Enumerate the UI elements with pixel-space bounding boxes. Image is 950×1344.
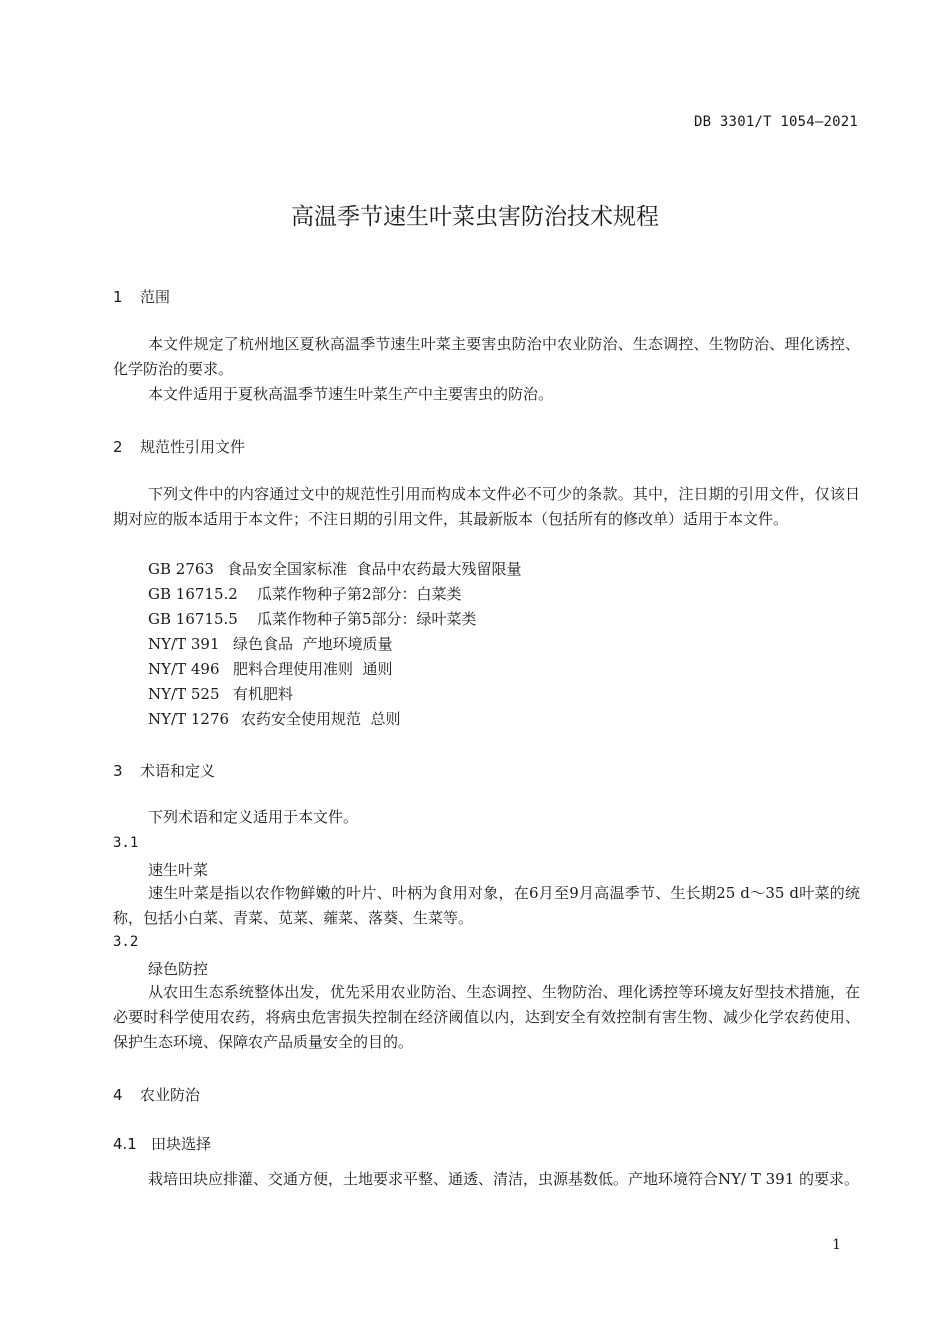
paragraph: 本文件规定了杭州地区夏秋高温季节速生叶菜主要害虫防治中农业防治、生态调控、生物防治、理化诱控、化学防治的要求。 <box>113 335 860 378</box>
section-number: 1 <box>113 288 123 306</box>
reference-code: GB 16715.5 <box>148 610 238 628</box>
section-number: 3 <box>113 762 123 780</box>
reference-code: GB 2763 <box>148 560 214 578</box>
section-title: 范围 <box>140 288 171 306</box>
reference-item <box>148 632 393 657</box>
subsection-heading-4-1 <box>113 1133 211 1154</box>
reference-name: 肥料合理使用准则 通则 <box>233 660 393 678</box>
reference-item <box>148 682 293 707</box>
reference-item <box>148 557 522 582</box>
reference-item <box>148 707 401 732</box>
reference-name: 有机肥料 <box>233 685 294 703</box>
term-name: 速生叶菜 <box>148 861 209 879</box>
section-heading-2 <box>113 436 245 457</box>
page-number: 1 <box>832 1237 841 1253</box>
document-title: 高温季节速生叶菜虫害防治技术规程 <box>291 204 659 230</box>
reference-name: 农药安全使用规范 总则 <box>241 710 401 728</box>
subsection-title: 田块选择 <box>151 1135 212 1153</box>
reference-code: GB 16715.2 <box>148 585 238 603</box>
term-definition: 从农田生态系统整体出发，优先采用农业防治、生态调控、生物防治、理化诱控等环境友好型技术措施，在必要时科学使用农药，将病虫危害损失控制在经济阈值以内，达到安全有效控制有害生物、减少化学农药使用、保护生态环境、保障农产品质量安全的目的。 <box>113 983 860 1051</box>
standard-code: DB 3301/T 1054—2021 <box>694 114 858 130</box>
paragraph: 下列术语和定义适用于本文件。 <box>148 808 359 826</box>
reference-name: 瓜菜作物种子第5部分：绿叶菜类 <box>257 610 477 628</box>
paragraph: 本文件适用于夏秋高温季节速生叶菜生产中主要害虫的防治。 <box>148 385 554 403</box>
subsection-number: 4.1 <box>113 1135 137 1153</box>
section-title: 农业防治 <box>140 1086 201 1104</box>
term-number: 3.1 <box>113 835 139 851</box>
section-number: 4 <box>113 1086 123 1104</box>
paragraph: 下列文件中的内容通过文中的规范性引用而构成本文件必不可少的条款。其中，注日期的引用文件，仅该日期对应的版本适用于本文件；不注日期的引用文件，其最新版本（包括所有的修改单）适用于本文件。 <box>113 485 860 528</box>
section-heading-4 <box>113 1084 200 1105</box>
reference-code: NY/T 391 <box>148 635 220 653</box>
section-heading-1 <box>113 286 170 307</box>
reference-item <box>148 657 393 682</box>
reference-code: NY/T 1276 <box>148 710 230 728</box>
reference-name: 食品安全国家标准 食品中农药最大残留限量 <box>227 560 522 578</box>
reference-item <box>148 582 462 607</box>
term-name: 绿色防控 <box>148 960 209 978</box>
section-heading-3 <box>113 760 215 781</box>
reference-name: 绿色食品 产地环境质量 <box>233 635 393 653</box>
term-definition: 速生叶菜是指以农作物鲜嫩的叶片、叶柄为食用对象，在6月至9月高温季节、生长期25 d～35 d叶菜的统称，包括小白菜、青菜、苋菜、蕹菜、落葵、生菜等。 <box>113 884 860 927</box>
section-number: 2 <box>113 438 123 456</box>
reference-code: NY/T 496 <box>148 660 220 678</box>
section-title: 术语和定义 <box>140 762 216 780</box>
term-number: 3.2 <box>113 934 139 950</box>
reference-item <box>148 607 477 632</box>
reference-name: 瓜菜作物种子第2部分：白菜类 <box>257 585 462 603</box>
paragraph: 栽培田块应排灌、交通方便，土地要求平整、通透、清洁，虫源基数低。产地环境符合NY/ T 391 的要求。 <box>148 1170 860 1188</box>
section-title: 规范性引用文件 <box>140 438 246 456</box>
reference-code: NY/T 525 <box>148 685 220 703</box>
